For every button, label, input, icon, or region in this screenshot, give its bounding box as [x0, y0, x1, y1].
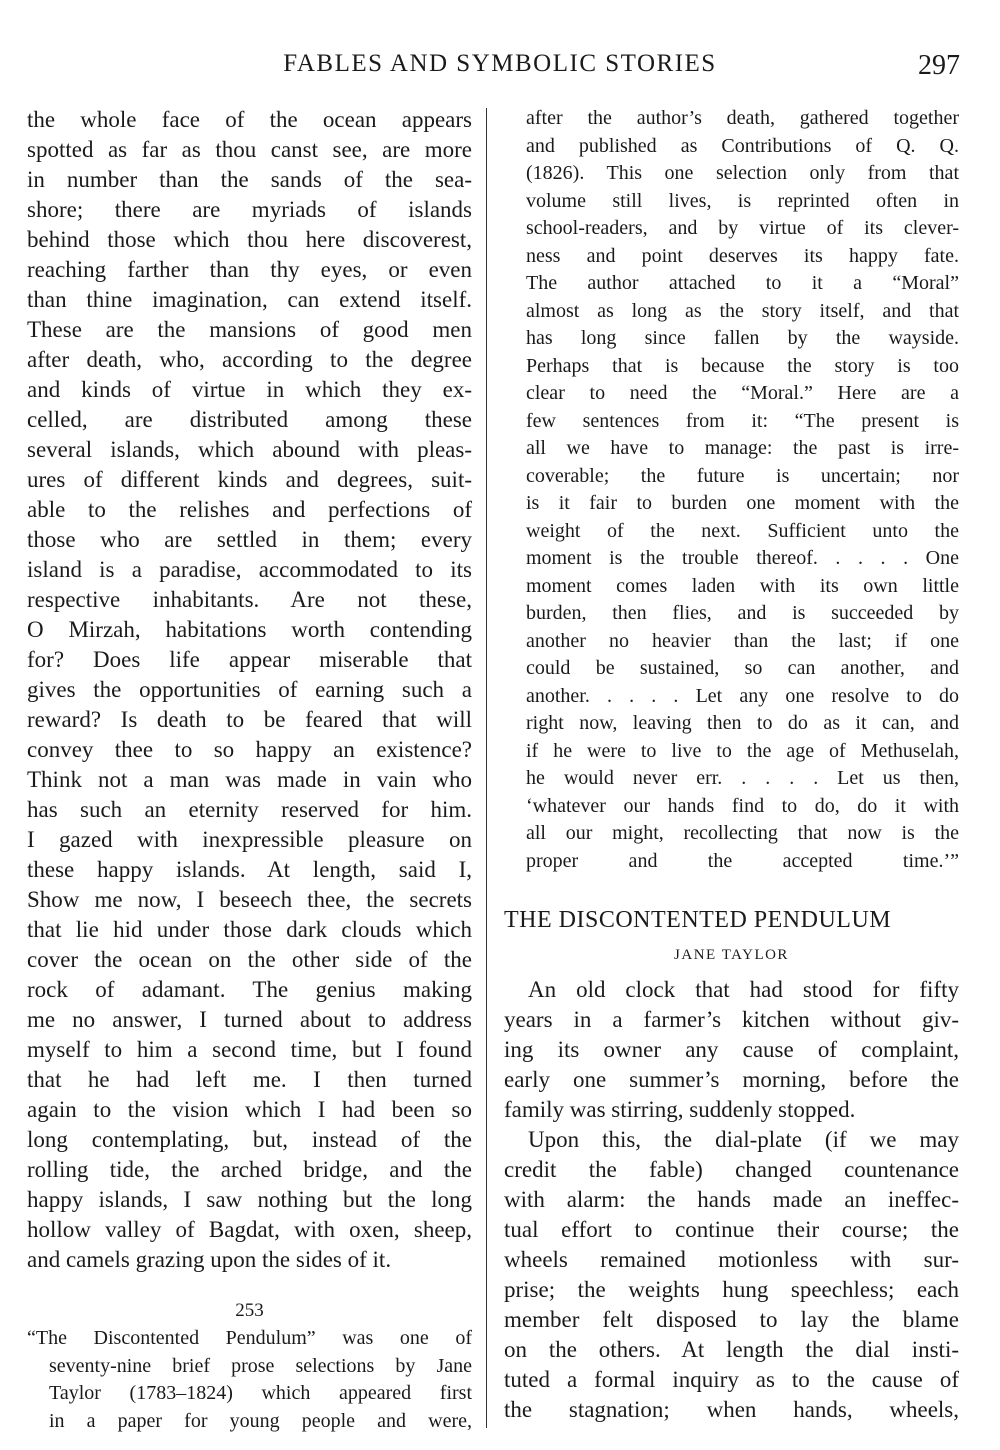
left-body-text [27, 105, 472, 1275]
text-line: myself to him a second time, but I found [27, 1037, 472, 1062]
text-line: respective inhabitants. Are not these, [27, 587, 472, 612]
footnote-number: 253 [235, 1300, 264, 1321]
text-line: Show me now, I beseech thee, the secrets [27, 887, 472, 912]
footnote-line: (1826). This one selection only from that [526, 162, 959, 184]
text-line: cover the ocean on the other side of the [27, 947, 472, 972]
text-line: gives the opportunities of earning such a [27, 677, 472, 702]
text-line: early one summer’s morning, before the [504, 1067, 959, 1092]
text-line: these happy islands. At length, said I, [27, 857, 472, 882]
footnote-line: if he were to live to the age of Methuselah, [526, 739, 959, 762]
footnote-line: Perhaps that is because the story is too [526, 354, 959, 377]
footnote-line: weight of the next. Sufficient unto the [526, 519, 959, 542]
section-author: JANE TAYLOR [674, 947, 789, 963]
footnote-line: clear to need the “Moral.” Here are a [526, 382, 959, 404]
footnote-line: right now, leaving then to do as it can, and [526, 712, 959, 734]
text-line: has such an eternity reserved for him. [27, 797, 472, 822]
footnote-line: after the author’s death, gathered together [526, 107, 959, 129]
text-line: me no answer, I turned about to address [27, 1007, 472, 1032]
text-line: credit the fable) changed countenance [504, 1157, 959, 1182]
text-line: the stagnation; when hands, wheels, [504, 1397, 959, 1422]
text-line: shore; there are myriads of islands [27, 197, 472, 222]
footnote-line: could be sustained, so can another, and [526, 657, 959, 679]
footnote-line: seventy-nine brief prose selections by Jane [49, 1354, 472, 1377]
text-line: than thine imagination, can extend itself. [27, 287, 472, 312]
text-line: in number than the sands of the sea- [27, 167, 472, 192]
text-line: the whole face of the ocean appears [27, 107, 472, 132]
text-line: These are the mansions of good men [27, 317, 472, 342]
text-line: that lie hid under those dark clouds which [27, 917, 472, 942]
footnote [27, 1325, 472, 1435]
text-line: happy islands, I saw nothing but the long [27, 1187, 472, 1212]
column-divider [486, 108, 487, 1428]
text-line: for? Does life appear miserable that [27, 647, 472, 672]
footnote-line: Taylor (1783–1824) which appeared first [49, 1382, 472, 1404]
text-line: island is a paradise, accommodated to its [27, 557, 472, 582]
text-line: years in a farmer’s kitchen without giv- [504, 1007, 959, 1032]
text-line: able to the relishes and perfections of [27, 497, 472, 522]
text-line: convey thee to so happy an existence? [27, 737, 472, 762]
footnote-line: burden, then flies, and is succeeded by [526, 602, 959, 624]
text-line: O Mirzah, habitations worth contending [27, 617, 472, 642]
footnote-line: “The Discontented Pendulum” was one of [27, 1327, 472, 1349]
footnote-line: another. . . . . Let any one resolve to do [526, 684, 959, 707]
footnote-line: all we have to manage: the past is irre- [526, 437, 959, 459]
text-line: spotted as far as thou canst see, are more [27, 137, 472, 162]
text-line: An old clock that had stood for fifty [528, 977, 959, 1002]
footnote-line: few sentences from it: “The present is [526, 409, 959, 432]
footnote-continuation [504, 105, 959, 875]
text-line: that he had left me. I then turned [27, 1067, 472, 1092]
text-line: Think not a man was made in vain who [27, 767, 472, 792]
footnote-line: proper and the accepted time.’” [526, 849, 959, 872]
text-line: hollow valley of Bagdat, with oxen, sheep, [27, 1217, 472, 1242]
footnote-line: in a paper for young people and were, [49, 1409, 472, 1432]
page-number: 297 [918, 50, 960, 81]
text-line: reaching farther than thy eyes, or even [27, 257, 472, 282]
text-line: ures of different kinds and degrees, suit- [27, 467, 472, 492]
text-line: those who are settled in them; every [27, 527, 472, 552]
footnote-line: is it fair to burden one moment with the [526, 492, 959, 514]
footnote-line: moment comes laden with its own little [526, 574, 959, 597]
text-line: member felt disposed to lay the blame [504, 1307, 959, 1332]
footnote-line: ‘whatever our hands find to do, do it with [526, 794, 959, 817]
footnote-line: has long since fallen by the wayside. [526, 327, 959, 349]
text-line: celled, are distributed among these [27, 407, 472, 432]
text-line: tuted a formal inquiry as to the cause of [504, 1367, 959, 1392]
footnote-line: he would never err. . . . . Let us then, [526, 767, 959, 789]
text-line: ing its owner any cause of complaint, [504, 1037, 959, 1062]
running-header: FABLES AND SYMBOLIC STORIES [283, 50, 717, 77]
text-line: reward? Is death to be feared that will [27, 707, 472, 732]
text-line: again to the vision which I had been so [27, 1097, 472, 1122]
text-line: family was stirring, suddenly stopped. [504, 1097, 856, 1122]
text-line: on the others. At length the dial insti- [504, 1337, 959, 1362]
text-line: behind those which thou here discoverest, [27, 227, 472, 252]
footnote-line: moment is the trouble thereof. . . . . One [526, 547, 959, 569]
text-line: tual effort to continue their course; the [504, 1217, 959, 1242]
footnote-line: all our might, recollecting that now is the [526, 822, 959, 844]
text-line: Upon this, the dial-plate (if we may [528, 1127, 959, 1152]
section-title: THE DISCONTENTED PENDULUM [504, 907, 892, 933]
text-line: long contemplating, but, instead of the [27, 1127, 472, 1152]
footnote-line: another no heavier than the last; if one [526, 629, 959, 652]
footnote-line: almost as long as the story itself, and that [526, 299, 959, 322]
footnote-line: The author attached to it a “Moral” [526, 272, 959, 294]
text-line: wheels remained motionless with sur- [504, 1247, 959, 1272]
text-line: rolling tide, the arched bridge, and the [27, 1157, 472, 1182]
text-line: after death, who, according to the degree [27, 347, 472, 372]
text-line: prise; the weights hung speechless; each [504, 1277, 959, 1302]
text-line: several islands, which abound with pleas- [27, 437, 472, 462]
footnote-line: school-readers, and by virtue of its clever- [526, 217, 959, 239]
text-line: and camels grazing upon the sides of it. [27, 1247, 392, 1272]
footnote-line: ness and point deserves its happy fate. [526, 244, 959, 267]
right-column [504, 105, 959, 1425]
text-line: rock of adamant. The genius making [27, 977, 472, 1002]
text-line: I gazed with inexpressible pleasure on [27, 827, 472, 852]
footnote-line: and published as Contributions of Q. Q. [526, 134, 959, 157]
footnote-line: coverable; the future is uncertain; nor [526, 464, 959, 487]
footnote-line: volume still lives, is reprinted often in [526, 189, 959, 212]
text-line: and kinds of virtue in which they ex- [27, 377, 472, 402]
story-text [504, 975, 959, 1425]
text-line: with alarm: the hands made an ineffec- [504, 1187, 959, 1212]
left-column [27, 105, 472, 1435]
